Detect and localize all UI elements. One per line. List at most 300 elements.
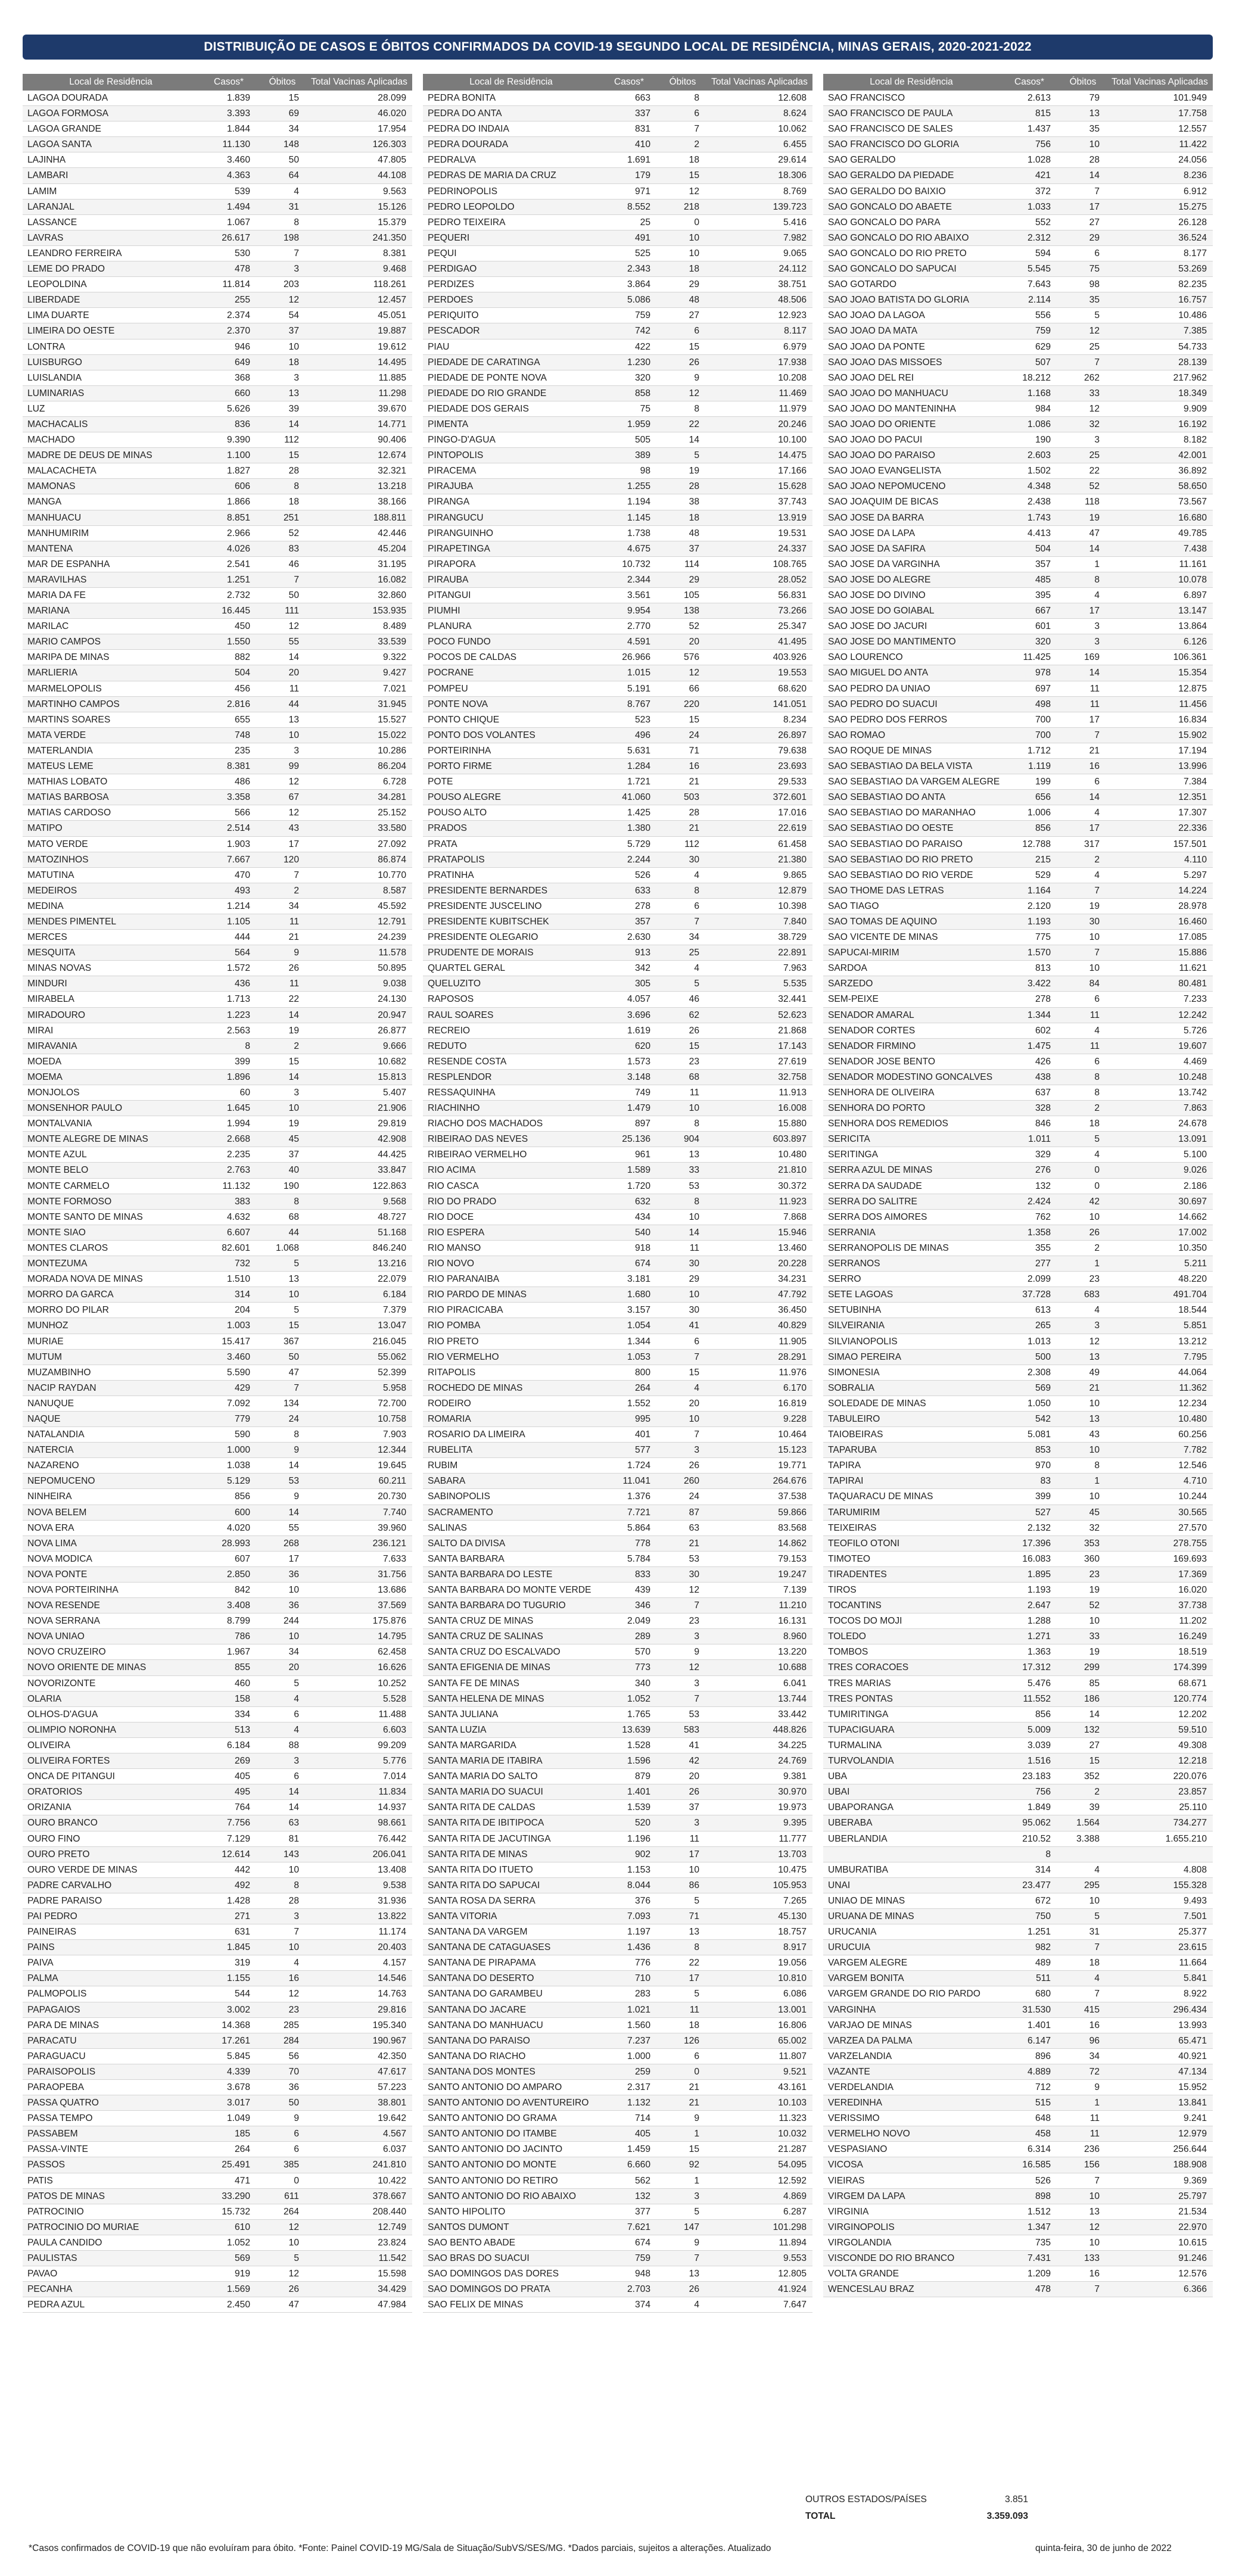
deaths-cell: 415 — [1084, 2004, 1100, 2015]
cases-cell: 438 — [1035, 1071, 1051, 1082]
table-row — [23, 137, 412, 152]
municipality-cell: SARDOA — [828, 963, 867, 974]
deaths-cell: 3 — [694, 1818, 699, 1829]
municipality-cell: NACIP RAYDAN — [27, 1382, 96, 1393]
municipality-cell: PASSA QUATRO — [27, 2098, 99, 2108]
deaths-cell: 10 — [288, 1289, 299, 1300]
vaccines-cell: 26.877 — [378, 1025, 406, 1036]
municipality-cell: PALMA — [27, 1973, 58, 1984]
vaccines-cell: 33.580 — [378, 823, 406, 834]
table-row — [23, 1272, 412, 1287]
municipality-cell: SALTO DA DIVISA — [428, 1538, 506, 1549]
deaths-cell: 41 — [689, 1740, 699, 1750]
cases-cell: 271 — [234, 1911, 250, 1921]
deaths-cell: 2 — [1094, 854, 1100, 865]
cases-cell: 5.086 — [627, 295, 650, 306]
table-row — [23, 1986, 412, 2002]
municipality-cell: PONTO DOS VOLANTES — [428, 730, 536, 740]
municipality-cell: SANTO ANTONIO DO RETIRO — [428, 2175, 558, 2186]
deaths-cell: 96 — [1089, 2035, 1100, 2046]
table-row — [823, 1552, 1213, 1567]
cases-cell: 25.491 — [222, 2160, 250, 2170]
municipality-cell: LAMBARI — [27, 170, 69, 181]
deaths-cell: 14 — [288, 1010, 299, 1020]
municipality-cell: TIROS — [828, 1585, 857, 1595]
cases-cell: 7.129 — [226, 1833, 250, 1844]
cases-cell: 1.738 — [627, 528, 650, 538]
cases-cell: 11.425 — [1023, 652, 1051, 663]
cases-cell: 672 — [1035, 1895, 1051, 1906]
municipality-cell: UNIAO DE MINAS — [828, 1895, 905, 1906]
cases-cell: 4.020 — [226, 1522, 250, 1533]
table-row — [23, 2204, 412, 2220]
deaths-cell: 268 — [283, 1538, 299, 1549]
table-row — [23, 1412, 412, 1427]
cases-cell: 426 — [1035, 1056, 1051, 1067]
deaths-cell: 15 — [288, 450, 299, 461]
vaccines-cell: 28.052 — [778, 574, 807, 585]
municipality-cell: MORADA NOVA DE MINAS — [27, 1274, 143, 1285]
deaths-cell: 12 — [1089, 1336, 1100, 1347]
cases-cell: 1.401 — [1027, 2020, 1051, 2030]
municipality-cell: SAO DOMINGOS DAS DORES — [428, 2269, 559, 2279]
deaths-cell: 284 — [283, 2035, 299, 2046]
cases-cell: 831 — [634, 124, 650, 135]
vaccines-cell: 24.112 — [779, 264, 807, 275]
vaccines-cell: 23.857 — [1178, 1787, 1207, 1798]
municipality-cell: PIAU — [428, 341, 450, 352]
deaths-cell: 13 — [1089, 1413, 1100, 1424]
municipality-cell: MAMONAS — [27, 481, 76, 492]
deaths-cell: 3 — [1094, 637, 1100, 647]
cases-cell: 2.816 — [226, 699, 250, 709]
deaths-cell: 25 — [1089, 450, 1100, 461]
municipality-cell: SANTA CRUZ DE SALINAS — [428, 1631, 543, 1642]
municipality-cell: PEDRA BONITA — [428, 93, 496, 103]
cases-cell: 778 — [634, 1538, 650, 1549]
cases-cell: 7.092 — [226, 1398, 250, 1409]
cases-cell: 1.006 — [1027, 808, 1051, 818]
vaccines-cell: 174.399 — [1173, 1662, 1207, 1673]
municipality-cell: URUCANIA — [828, 1927, 877, 1938]
municipality-cell: VARGEM ALEGRE — [828, 1958, 908, 1968]
municipality-cell: PEDRINOPOLIS — [428, 186, 497, 197]
deaths-cell: 6 — [694, 326, 699, 337]
table-row — [823, 2126, 1213, 2142]
municipality-cell: MESQUITA — [27, 948, 76, 958]
municipality-cell: LAGOA SANTA — [27, 139, 92, 150]
municipality-cell: MONTE FORMOSO — [27, 1196, 112, 1207]
table-row — [823, 961, 1213, 976]
vaccines-cell: 6.184 — [382, 1289, 406, 1300]
cases-cell: 3.422 — [1027, 979, 1051, 989]
vaccines-cell: 31.756 — [378, 1569, 406, 1580]
cases-cell: 523 — [634, 714, 650, 725]
deaths-cell: 8 — [294, 1429, 299, 1440]
table-row — [423, 1521, 812, 1536]
table-row — [23, 1893, 412, 1909]
vaccines-cell: 155.328 — [1173, 1880, 1207, 1890]
deaths-cell: 36 — [288, 1569, 299, 1580]
deaths-cell: 11 — [1089, 1010, 1100, 1020]
table-row — [423, 2204, 812, 2220]
municipality-cell: VEREDINHA — [828, 2098, 882, 2108]
table-row — [423, 1334, 812, 1350]
municipality-cell: MIRAI — [27, 1025, 54, 1036]
cases-cell: 515 — [1035, 2098, 1051, 2108]
table-row — [823, 184, 1213, 200]
municipality-cell: UMBURATIBA — [828, 1864, 889, 1875]
cases-cell: 1.363 — [1027, 1647, 1051, 1658]
cases-cell: 3.393 — [226, 108, 250, 119]
cases-cell: 610 — [234, 2222, 250, 2232]
municipality-cell: SANTA RITA DE IBITIPOCA — [428, 1818, 544, 1829]
table-row — [23, 292, 412, 308]
municipality-cell: NINHEIRA — [27, 1491, 72, 1502]
table-row — [423, 526, 812, 541]
deaths-cell: 264 — [283, 2206, 299, 2217]
deaths-cell: 10 — [689, 1864, 699, 1875]
vaccines-cell: 22.619 — [778, 823, 807, 834]
cases-cell: 1.288 — [1027, 1616, 1051, 1627]
municipality-cell: SANTA FE DE MINAS — [428, 1678, 519, 1689]
table-row — [423, 1613, 812, 1629]
deaths-cell: 26 — [1089, 1227, 1100, 1238]
deaths-cell: 17 — [689, 1849, 699, 1859]
municipality-cell: VARGEM BONITA — [828, 1973, 904, 1984]
municipality-cell: SAO PEDRO DA UNIAO — [828, 683, 930, 694]
deaths-cell: 10 — [288, 1585, 299, 1595]
municipality-cell: MONTE SIAO — [27, 1227, 86, 1238]
municipality-cell: SENHORA DOS REMEDIOS — [828, 1119, 948, 1129]
vaccines-cell: 11.488 — [378, 1709, 406, 1720]
table-row — [423, 1147, 812, 1163]
cases-cell: 179 — [634, 170, 650, 181]
vaccines-cell: 79.638 — [778, 745, 807, 756]
vaccines-cell: 122.863 — [372, 1180, 406, 1191]
municipality-cell: SAO GERALDO — [828, 155, 896, 166]
table-row — [423, 1194, 812, 1210]
deaths-cell: 62 — [689, 1010, 699, 1020]
deaths-cell: 72 — [1089, 2066, 1100, 2077]
table-row — [823, 261, 1213, 277]
cases-cell: 1.284 — [627, 761, 650, 772]
vaccines-cell: 82.235 — [1178, 279, 1207, 290]
cases-cell: 607 — [234, 1553, 250, 1564]
table-row — [23, 1287, 412, 1303]
municipality-cell: SANTA VITORIA — [428, 1911, 497, 1921]
table-row — [823, 246, 1213, 261]
cases-cell: 399 — [234, 1056, 250, 1067]
cases-cell: 395 — [1035, 590, 1051, 600]
table-row — [23, 1536, 412, 1552]
cases-cell: 8.552 — [627, 201, 650, 212]
municipality-cell: MIRAVANIA — [27, 1041, 77, 1051]
municipality-cell: SANTA RITA DE MINAS — [428, 1849, 528, 1859]
vaccines-cell: 13.216 — [378, 1259, 406, 1269]
vaccines-cell: 10.032 — [778, 2129, 807, 2139]
table-row — [423, 2002, 812, 2018]
vaccines-cell: 6.366 — [1183, 2284, 1207, 2295]
cases-cell: 879 — [634, 1771, 650, 1782]
deaths-cell: 19 — [288, 1119, 299, 1129]
deaths-cell: 7 — [694, 2253, 699, 2264]
table-row — [23, 1955, 412, 1971]
table-row — [423, 1116, 812, 1132]
table-row — [423, 681, 812, 697]
vaccines-cell: 44.425 — [378, 1150, 406, 1160]
municipality-cell: SAO JOAO DO PARAISO — [828, 450, 935, 461]
cases-cell: 3.157 — [627, 1305, 650, 1316]
deaths-cell: 10 — [689, 1289, 699, 1300]
cases-cell: 372 — [1035, 186, 1051, 197]
municipality-cell: MATOZINHOS — [27, 854, 89, 865]
vaccines-cell: 25.377 — [1178, 1927, 1207, 1938]
table-row — [23, 184, 412, 200]
municipality-cell: MARLIERIA — [27, 668, 78, 678]
municipality-cell: PAIVA — [27, 1958, 54, 1968]
vaccines-cell: 10.422 — [378, 2175, 406, 2186]
table-row — [23, 1784, 412, 1800]
cases-cell: 918 — [634, 1242, 650, 1253]
vaccines-cell: 45.051 — [378, 310, 406, 321]
cases-cell: 525 — [634, 248, 650, 258]
deaths-cell: 22 — [288, 994, 299, 1005]
deaths-cell: 2 — [1094, 1242, 1100, 1253]
municipality-cell: RIO CASCA — [428, 1180, 479, 1191]
cases-cell: 204 — [234, 1305, 250, 1316]
table-row — [23, 308, 412, 323]
deaths-cell: 36 — [288, 1600, 299, 1611]
table-row — [423, 1381, 812, 1396]
deaths-cell: 7 — [694, 1693, 699, 1704]
vaccines-cell: 34.429 — [378, 2284, 406, 2295]
table-row — [823, 292, 1213, 308]
cases-cell: 405 — [634, 2129, 650, 2139]
table-row — [823, 2111, 1213, 2126]
deaths-cell: 132 — [1084, 1724, 1100, 1735]
table-row — [823, 526, 1213, 541]
cases-cell: 269 — [234, 1756, 250, 1767]
deaths-cell: 53 — [288, 1476, 299, 1487]
deaths-cell: 1 — [694, 2129, 699, 2139]
municipality-cell: PECANHA — [27, 2284, 73, 2295]
deaths-cell: 15 — [689, 1041, 699, 1051]
cases-cell: 2.235 — [226, 1150, 250, 1160]
vaccines-cell: 6.728 — [382, 777, 406, 787]
municipality-cell: OURO FINO — [27, 1833, 80, 1844]
deaths-cell: 7 — [694, 124, 699, 135]
cases-cell: 9.954 — [627, 606, 650, 616]
vaccines-cell: 19.771 — [778, 1460, 807, 1471]
deaths-cell: 27 — [689, 310, 699, 321]
municipality-cell: UBERLANDIA — [828, 1833, 888, 1844]
cases-cell: 800 — [634, 1367, 650, 1378]
table-row — [23, 1210, 412, 1225]
table-row — [423, 1722, 812, 1738]
deaths-cell: 21 — [689, 777, 699, 787]
cases-cell: 6.660 — [627, 2160, 650, 2170]
municipality-cell: PEQUERI — [428, 232, 470, 243]
vaccines-cell: 21.906 — [378, 1103, 406, 1114]
cases-cell: 1.347 — [1027, 2222, 1051, 2232]
deaths-cell: 6 — [294, 2129, 299, 2139]
vaccines-cell: 6.037 — [382, 2144, 406, 2155]
table-row — [423, 152, 812, 168]
table-row — [823, 1800, 1213, 1815]
deaths-cell: 12 — [288, 295, 299, 306]
cases-cell: 2.770 — [627, 621, 650, 632]
vaccines-cell: 101.298 — [773, 2222, 807, 2232]
deaths-cell: 15 — [288, 1320, 299, 1331]
vaccines-cell: 16.020 — [1178, 1585, 1207, 1595]
table-row — [423, 1862, 812, 1878]
municipality-cell: PRATA — [428, 839, 457, 849]
deaths-cell: 18 — [288, 357, 299, 367]
table-row — [23, 1116, 412, 1132]
vaccines-cell: 378.667 — [372, 2191, 406, 2201]
deaths-cell: 27 — [1089, 217, 1100, 228]
municipality-cell: SAO TIAGO — [828, 901, 879, 911]
cases-cell: 1.512 — [1027, 2206, 1051, 2217]
deaths-cell: 11 — [1089, 2113, 1100, 2124]
cases-cell: 526 — [1035, 2175, 1051, 2186]
municipality-cell: NOVA PONTE — [27, 1569, 88, 1580]
vaccines-cell — [1107, 1847, 1213, 1862]
vaccines-cell: 12.608 — [778, 93, 807, 103]
deaths-cell: 9 — [294, 1445, 299, 1456]
table-row — [423, 759, 812, 774]
cases-cell: 1.049 — [226, 2113, 250, 2124]
cases-cell: 779 — [234, 1413, 250, 1424]
deaths-cell: 105 — [683, 590, 699, 600]
municipality-cell: SERICITA — [828, 1134, 870, 1145]
vaccines-cell: 4.808 — [1183, 1864, 1207, 1875]
cases-cell: 401 — [634, 1429, 650, 1440]
cases-cell: 5.191 — [627, 683, 650, 694]
vaccines-cell: 22.079 — [378, 1274, 406, 1285]
deaths-cell: 3 — [294, 1756, 299, 1767]
table-row — [23, 821, 412, 836]
cases-cell: 813 — [1035, 963, 1051, 974]
table-row — [423, 215, 812, 230]
cases-cell: 478 — [234, 264, 250, 275]
table-row — [423, 2297, 812, 2313]
vaccines-cell: 41.924 — [778, 2284, 807, 2295]
cases-cell: 6.314 — [1027, 2144, 1051, 2155]
vaccines-cell: 13.919 — [778, 512, 807, 523]
table-row — [423, 106, 812, 122]
table-row — [23, 2251, 412, 2266]
deaths-cell: 12 — [288, 621, 299, 632]
deaths-cell: 14 — [288, 1802, 299, 1813]
deaths-cell: 7 — [1094, 948, 1100, 958]
total-value: 3.359.093 — [986, 2511, 1028, 2521]
cases-cell: 460 — [234, 1678, 250, 1689]
municipality-cell: LARANJAL — [27, 201, 74, 212]
deaths-cell: 8 — [1094, 1460, 1100, 1471]
municipality-cell: NOVORIZONTE — [27, 1678, 96, 1689]
cases-cell: 33.290 — [222, 2191, 250, 2201]
table-row — [23, 215, 412, 230]
municipality-cell: SAO SEBASTIAO DO ANTA — [828, 792, 946, 803]
municipality-cell: PIRAUBA — [428, 574, 469, 585]
municipality-cell: PAULISTAS — [27, 2253, 77, 2264]
deaths-cell: 10 — [288, 1864, 299, 1875]
table-row — [23, 1940, 412, 1955]
cases-cell: 1.516 — [1027, 1756, 1051, 1767]
deaths-cell: 4 — [694, 963, 699, 974]
table-row — [823, 2049, 1213, 2064]
deaths-cell: 21 — [689, 1538, 699, 1549]
vaccines-cell: 13.001 — [778, 2004, 807, 2015]
municipality-cell: MAR DE ESPANHA — [27, 559, 110, 569]
table-row — [823, 2251, 1213, 2266]
cases-cell: 602 — [1035, 1025, 1051, 1036]
municipality-cell: TAQUARACU DE MINAS — [828, 1491, 933, 1502]
vaccines-cell: 38.751 — [778, 279, 807, 290]
municipality-cell: MERCES — [27, 932, 67, 943]
cases-cell: 7.093 — [627, 1911, 650, 1921]
vaccines-cell: 7.903 — [382, 1429, 406, 1440]
municipality-cell: MATO VERDE — [27, 839, 88, 849]
table-row — [23, 1660, 412, 1675]
table-row — [423, 91, 812, 106]
deaths-cell: 4 — [1094, 1025, 1100, 1036]
table-row — [823, 1862, 1213, 1878]
deaths-cell: 25 — [689, 948, 699, 958]
deaths-cell: 156 — [1084, 2160, 1100, 2170]
municipality-cell: PIRAPORA — [428, 559, 476, 569]
cases-cell: 620 — [634, 1041, 650, 1051]
vaccines-cell: 10.615 — [1178, 2237, 1207, 2248]
vaccines-cell: 9.468 — [382, 264, 406, 275]
table-row — [23, 2033, 412, 2049]
cases-cell: 1.619 — [627, 1025, 650, 1036]
municipality-cell: SABARA — [428, 1476, 466, 1487]
deaths-cell: 19 — [1089, 512, 1100, 523]
table-row — [423, 588, 812, 603]
municipality-cell: NANUQUE — [27, 1398, 74, 1409]
deaths-cell: 18 — [288, 497, 299, 507]
column-header: Total Vacinas Aplicadas — [1112, 77, 1208, 87]
vaccines-cell: 13.460 — [778, 1242, 807, 1253]
deaths-cell: 5 — [694, 979, 699, 989]
table-row — [23, 681, 412, 697]
cases-cell: 320 — [634, 372, 650, 383]
deaths-cell: 15 — [288, 1056, 299, 1067]
table-row — [23, 1101, 412, 1116]
vaccines-cell: 6.455 — [783, 139, 807, 150]
vaccines-cell: 12.979 — [1178, 2129, 1207, 2139]
vaccines-cell: 15.813 — [378, 1071, 406, 1082]
municipality-cell: LAGOA GRANDE — [27, 124, 101, 135]
vaccines-cell: 34.231 — [778, 1274, 807, 1285]
vaccines-cell: 18.306 — [778, 170, 807, 181]
cases-cell: 5.129 — [226, 1476, 250, 1487]
table-row — [823, 1583, 1213, 1598]
municipality-cell: PEDRAS DE MARIA DA CRUZ — [428, 170, 556, 181]
vaccines-cell: 5.528 — [382, 1693, 406, 1704]
vaccines-cell: 10.244 — [1178, 1491, 1207, 1502]
vaccines-cell: 5.297 — [1183, 870, 1207, 880]
municipality-cell: TRES PONTAS — [828, 1693, 893, 1704]
table-row — [823, 2220, 1213, 2235]
municipality-cell: NOVO CRUZEIRO — [27, 1647, 106, 1658]
deaths-cell: 6 — [294, 1709, 299, 1720]
table-row — [423, 1847, 812, 1862]
table-row — [423, 417, 812, 432]
